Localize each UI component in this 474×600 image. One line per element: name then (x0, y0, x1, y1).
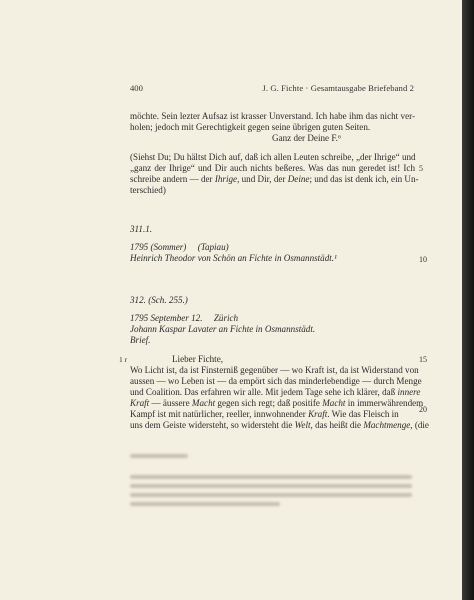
line-number: 15 (419, 355, 427, 364)
entry-type: Brief. (130, 335, 151, 345)
line-number: 10 (419, 255, 427, 264)
entry-date-place: 1795 (Sommer) (Tapiau) (130, 242, 229, 252)
signature-line: Ganz der Deine F.⁶ (272, 133, 342, 143)
margin-note: 1 r (119, 355, 128, 364)
entry-number: 312. (Sch. 255.) (130, 295, 188, 305)
line-number: 20 (419, 405, 427, 414)
text-line: aussen — wo Leben ist — da empört sich das minderlebendige — durch Menge (130, 376, 422, 386)
text-line: Wo Licht ist, da ist Finsterniß gegenüber — wo Kraft ist, da ist Widerstand von (130, 365, 419, 375)
text-line: (Siehst Du; Du hältst Dich auf, daß ich allen Leuten schreibe, „der Ihrige“ und (130, 152, 416, 162)
blurred-footnote-line (130, 484, 412, 488)
line-number: 5 (419, 164, 423, 173)
text-line: schreibe andern — der Ihrige, und Dir, der Deine; und das ist denk ich, ein Un- (130, 174, 419, 184)
entry-title: Heinrich Theodor von Schön an Fichte in Osmannstädt.¹ (130, 253, 337, 263)
text-line: möchte. Sein lezter Aufsaz ist krasser Unverstand. Ich habe ihm das nicht ver- (130, 111, 415, 121)
text-line: holen; jedoch mit Gerechtigkeit gegen seine übrigen guten Seiten. (130, 122, 371, 132)
blurred-footnote-line (130, 454, 188, 458)
text-line: „ganz der Ihrige“ und Dir auch nichts beßeres. Was das nun geredet ist! Ich (130, 163, 415, 173)
entry-date-place: 1795 September 12. Zürich (130, 313, 239, 323)
text-line: terschied) (130, 185, 166, 195)
text-line: Kampf ist mit natürlicher, reeller, innwohnender Kraft. Wie das Fleisch in (130, 409, 399, 419)
salutation: Lieber Fichte, (172, 354, 224, 364)
page-number: 400 (130, 83, 143, 93)
book-spine (462, 0, 474, 600)
blurred-footnote-line (130, 493, 412, 497)
running-title: J. G. Fichte · Gesamtausgabe Briefeband 2 (262, 83, 414, 93)
blurred-footnote-line (130, 502, 280, 506)
entry-number: 311.1. (130, 224, 153, 234)
text-line: Kraft — äussere Macht gegen sich regt; daß positife Macht in immerwährendem (130, 398, 424, 408)
blurred-footnote-line (130, 475, 412, 479)
text-line: und Coalition. Das erfahren wir alle. Mit jedem Tage sehe ich klärer, daß innere (130, 387, 421, 397)
entry-title: Johann Kaspar Lavater an Fichte in Osmannstädt. (130, 324, 316, 334)
text-line: uns dem Geiste widersteht, so widersteht die Welt, das heißt die Machtmenge, (die (130, 420, 429, 430)
